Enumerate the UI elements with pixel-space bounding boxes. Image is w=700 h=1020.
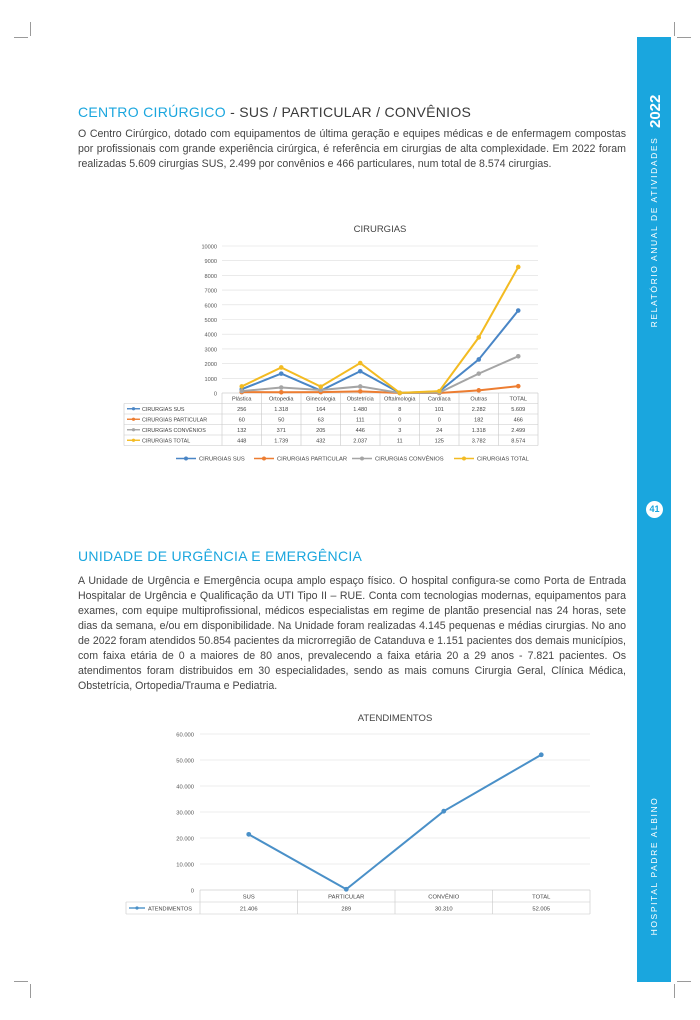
data-point xyxy=(344,887,349,892)
category-label: TOTAL xyxy=(509,396,528,403)
y-tick-label: 2000 xyxy=(204,362,217,369)
data-table-value: 466 xyxy=(513,417,523,424)
crop-mark xyxy=(674,22,675,36)
year-text: 2022 xyxy=(647,94,664,128)
data-point xyxy=(437,389,442,394)
category-label: Ortopedia xyxy=(268,396,294,403)
crop-mark xyxy=(677,981,691,982)
y-tick-label: 3000 xyxy=(204,347,217,354)
data-table-value: 1.739 xyxy=(274,438,289,445)
category-label: Obstetrícia xyxy=(346,396,374,403)
data-point xyxy=(539,752,544,757)
crop-mark xyxy=(674,984,675,998)
data-table-value: 182 xyxy=(474,417,484,424)
title-accent: CENTRO CIRÚRGICO xyxy=(78,104,226,120)
data-point xyxy=(246,832,251,837)
data-table-value: 125 xyxy=(434,438,444,445)
chart-title: ATENDIMENTOS xyxy=(357,713,433,724)
data-table-value: 1.480 xyxy=(353,406,368,413)
cirurgias-chart xyxy=(118,210,592,478)
data-point xyxy=(358,369,363,374)
data-point xyxy=(476,357,481,362)
category-label: Outras xyxy=(470,396,488,403)
data-point xyxy=(441,809,446,814)
data-point xyxy=(516,308,521,313)
series-line xyxy=(242,311,519,393)
crop-mark xyxy=(30,984,31,998)
y-tick-label: 10.000 xyxy=(176,862,194,869)
data-table-value: 256 xyxy=(237,406,247,413)
data-table-value: 5.609 xyxy=(511,406,526,413)
data-table-value: 205 xyxy=(316,427,326,434)
series-row-label: CIRURGIAS CONVÊNIOS xyxy=(142,427,206,434)
data-point xyxy=(279,385,284,390)
crop-mark xyxy=(14,981,28,982)
table-legend-swatch-marker xyxy=(132,418,135,421)
data-table-value: 164 xyxy=(316,406,326,413)
legend-swatch-marker xyxy=(360,457,364,461)
crop-mark xyxy=(677,37,691,38)
y-tick-label: 6000 xyxy=(204,303,217,310)
crop-mark xyxy=(14,37,28,38)
data-table-value: 21.406 xyxy=(239,906,258,913)
category-label: CONVÊNIO xyxy=(428,894,460,901)
data-point xyxy=(358,361,363,366)
data-point xyxy=(516,384,521,389)
data-table-value: 3.782 xyxy=(471,438,486,445)
data-table-value: 24 xyxy=(436,427,443,434)
y-tick-label: 0 xyxy=(190,888,194,895)
table-legend-swatch-marker xyxy=(132,428,135,431)
y-tick-label: 60.000 xyxy=(176,732,194,739)
section-title-centro-cirurgico xyxy=(78,104,471,120)
data-point xyxy=(476,371,481,376)
report-title: RELATÓRIO ANUAL DE ATIVIDADES xyxy=(649,136,659,328)
data-point xyxy=(239,389,244,394)
data-table-value: 432 xyxy=(316,438,326,445)
data-point xyxy=(318,384,323,389)
data-point xyxy=(279,365,284,370)
crop-mark xyxy=(30,22,31,36)
y-tick-label: 10000 xyxy=(201,244,217,251)
y-tick-label: 7000 xyxy=(204,288,217,295)
title-rest: - SUS / PARTICULAR / CONVÊNIOS xyxy=(225,104,472,120)
y-tick-label: 30.000 xyxy=(176,810,194,817)
legend-swatch-marker xyxy=(462,457,466,461)
hospital-name: HOSPITAL PADRE ALBINO xyxy=(649,796,659,936)
data-point xyxy=(476,388,481,393)
series-line xyxy=(249,755,542,889)
y-tick-label: 8000 xyxy=(204,273,217,280)
y-tick-label: 4000 xyxy=(204,332,217,339)
data-table-value: 8 xyxy=(398,406,402,413)
data-table-value: 132 xyxy=(237,427,247,434)
legend-swatch-marker xyxy=(184,457,188,461)
page-number: 41 xyxy=(646,501,663,518)
data-table-value: 2.282 xyxy=(471,406,486,413)
atendimentos-chart xyxy=(118,704,592,920)
y-tick-label: 40.000 xyxy=(176,784,194,791)
y-tick-label: 50.000 xyxy=(176,758,194,765)
data-table-value: 2.037 xyxy=(353,438,368,445)
category-label: TOTAL xyxy=(532,894,551,901)
y-tick-label: 0 xyxy=(213,391,217,398)
data-point xyxy=(516,265,521,270)
data-point xyxy=(516,354,521,359)
category-label: Plástica xyxy=(231,396,252,403)
data-table-value: 11 xyxy=(396,438,403,445)
data-table-value: 0 xyxy=(437,417,441,424)
data-table-value: 30.310 xyxy=(434,906,453,913)
series-row-label: CIRURGIAS SUS xyxy=(142,406,185,413)
section-title-urgencia: UNIDADE DE URGÊNCIA E EMERGÊNCIA xyxy=(78,548,363,564)
data-table-value: 8.574 xyxy=(511,438,526,445)
y-tick-label: 5000 xyxy=(204,318,217,324)
data-table-value: 448 xyxy=(237,438,247,445)
legend-label: CIRURGIAS PARTICULAR xyxy=(277,456,348,463)
legend-swatch-marker xyxy=(262,457,266,461)
data-table-value: 289 xyxy=(341,906,352,913)
data-table-value: 0 xyxy=(398,417,402,424)
data-table-value: 371 xyxy=(276,427,286,434)
chart-title: CIRURGIAS xyxy=(353,224,407,235)
y-tick-label: 9000 xyxy=(204,259,217,266)
section-paragraph: A Unidade de Urgência e Emergência ocupa amplo espaço físico. O hospital configura-se como Porta de Entrada Hospitalar de Urgência e Qualificação da UTI Tipo II – RUE. Conta com tecnologias modernas, equipamentos para exames, com equipe multiprofissional, médicos especialistas em regime de plantão presencial nas 24 horas, sete dias da semana, e/ou em disponibilidade. Na Unidade foram realizadas 4.145 pequenas e médias cirurgias. No ano de 2022 foram atendidos 50.854 pacientes da microrregião de Catanduva e 1.151 pacientes dos demais municípios, com faixa etária de 0 a maiores de 80 anos, prevalecendo a faixa etária 20 a 29 anos - 7.821 pacientes. Os atendimentos foram distribuidos em 30 especialidades, sendo as mais comuns Cirurgia Geral, Clínica Médica, Obstetrícia, Ortopedia/Trauma e Pediatria. xyxy=(78,575,626,692)
legend-label: CIRURGIAS TOTAL xyxy=(477,456,529,463)
data-point xyxy=(279,371,284,376)
data-point xyxy=(358,389,363,394)
data-table-value: 1.318 xyxy=(274,406,289,413)
year-badge xyxy=(645,86,665,130)
category-label: Cardíaca xyxy=(427,396,451,403)
legend-label: CIRURGIAS SUS xyxy=(199,456,245,463)
data-table-value: 2.499 xyxy=(511,427,526,434)
data-table-value: 63 xyxy=(317,417,324,424)
series-row-label: CIRURGIAS TOTAL xyxy=(142,438,191,445)
data-table-value: 446 xyxy=(355,427,365,434)
data-point xyxy=(397,391,402,396)
y-tick-label: 1000 xyxy=(204,376,217,383)
data-point xyxy=(279,390,284,395)
section-paragraph: O Centro Cirúrgico, dotado com equipamentos de última geração e equipes médicas e de enfermagem compostas por profissionais com grande experiência cirúrgica, é referência em cirurgias de alta complexidade. Em 2022 foram realizadas 5.609 cirurgias SUS, 2.499 por convênios e 466 particulares, num total de 8.574 cirurgias. xyxy=(78,128,626,170)
data-table-value: 1.318 xyxy=(471,427,486,434)
series-row-label: CIRURGIAS PARTICULAR xyxy=(142,417,208,424)
data-table-value: 101 xyxy=(434,406,444,413)
category-label: Oftalmologia xyxy=(384,396,416,403)
category-label: SUS xyxy=(242,894,255,901)
category-label: PARTICULAR xyxy=(328,894,365,901)
data-table-value: 111 xyxy=(355,417,365,424)
data-point xyxy=(476,335,481,340)
data-table-value: 60 xyxy=(238,417,245,424)
data-table-value: 3 xyxy=(398,427,402,434)
series-row-label: ATENDIMENTOS xyxy=(148,906,192,913)
legend-label: CIRURGIAS CONVÊNIOS xyxy=(375,456,444,463)
category-label: Ginecologia xyxy=(305,396,336,403)
table-legend-swatch-marker xyxy=(135,906,138,909)
data-table-value: 52.005 xyxy=(532,906,551,913)
table-legend-swatch-marker xyxy=(132,407,135,410)
data-table-value: 50 xyxy=(278,417,285,424)
data-point xyxy=(358,384,363,389)
table-legend-swatch-marker xyxy=(132,439,135,442)
data-point xyxy=(239,384,244,389)
y-tick-label: 20.000 xyxy=(176,836,194,843)
